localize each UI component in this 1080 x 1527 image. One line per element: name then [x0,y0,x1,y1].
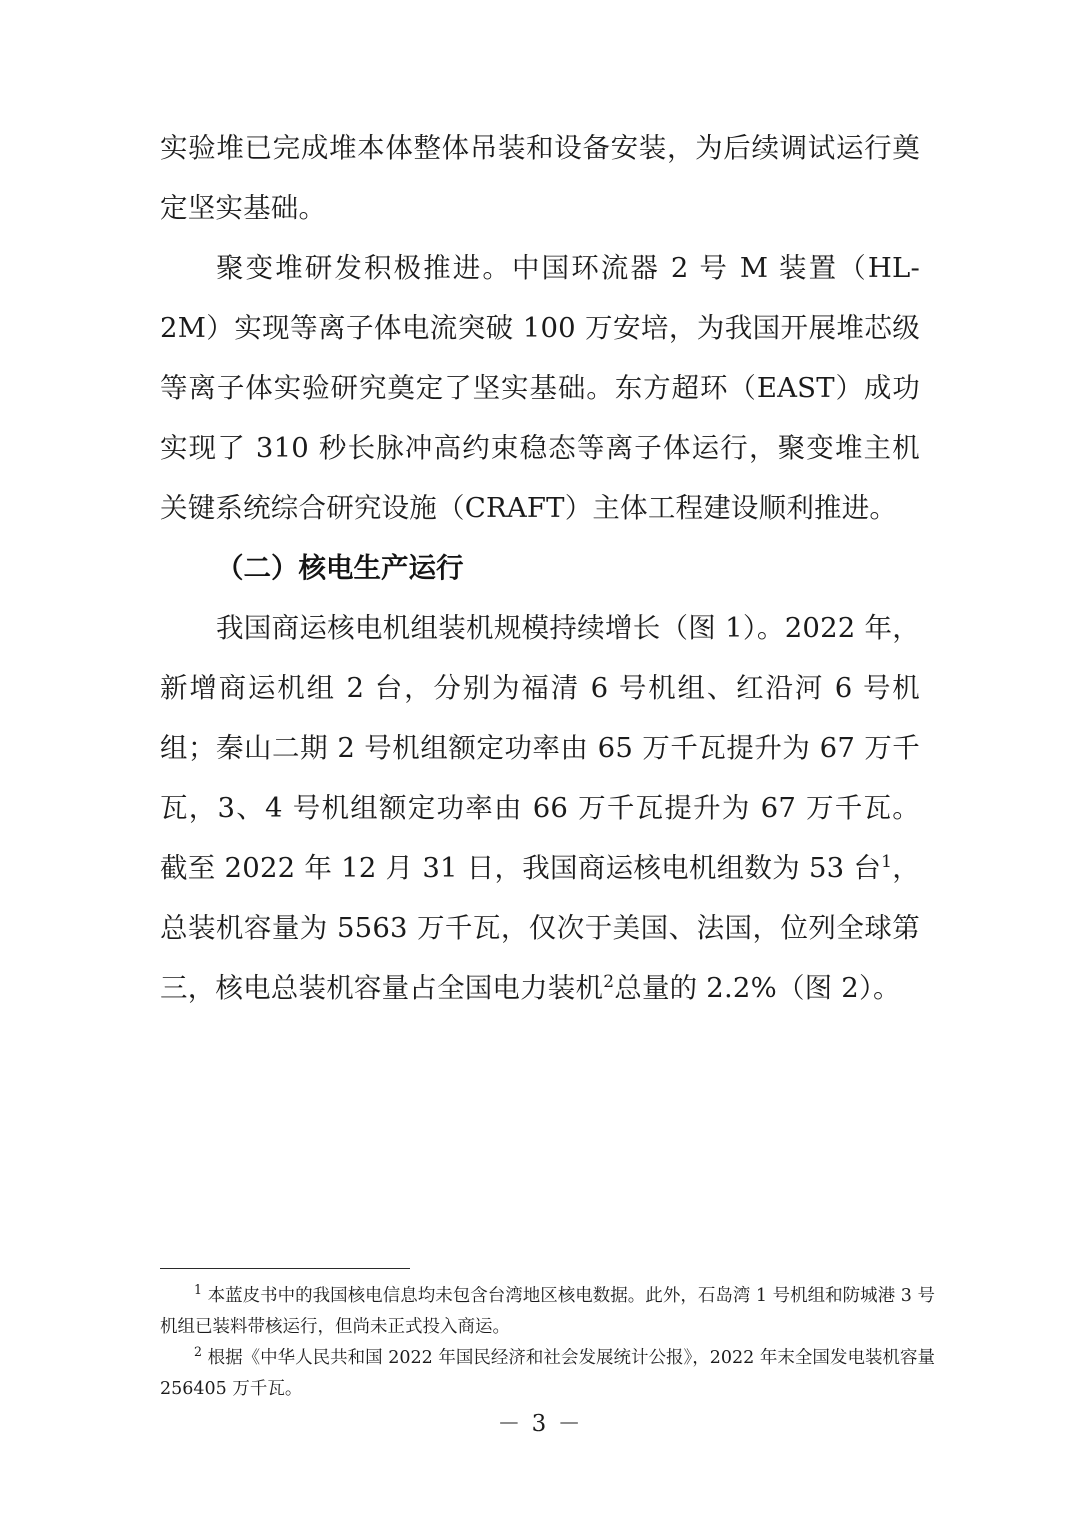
footnote-ref-2: 2 [603,971,615,992]
footnote-text-2: 根据《中华人民共和国 2022 年国民经济和社会发展统计公报》，2022 年末全国发电装机容量 256405 万千瓦。 [160,1348,935,1399]
footnote-divider [160,1268,410,1269]
footnote-marker-2: 2 [194,1344,203,1360]
footnote-marker-1: 1 [194,1282,203,1298]
page-body [160,118,920,1018]
footnote-text-1: 本蓝皮书中的我国核电信息均未包含台湾地区核电数据。此外，石岛湾 1 号机组和防城港 3 号机组已装料带核运行，但尚未正式投入商运。 [160,1286,935,1337]
paragraph-3-part-1: 我国商运核电机组装机规模持续增长（图 1）。2022 年，新增商运机组 2 台，分别为福清 6 号机组、红沿河 6 号机组；秦山二期 2 号机组额定功率由 65 万千瓦提升为 67 万千瓦，3、4 号机组额定功率由 66 万千瓦提升为 67 万千瓦。截至 2022 年 12 月 31 日，我国商运核电机组数为 53 台 [160,612,920,884]
footnote-ref-1: 1 [881,851,893,872]
paragraph-3-part-3: 总量的 2.2%（图 2）。 [614,972,901,1004]
footnote-item [160,1343,935,1405]
section-heading: （二）核电生产运行 [216,552,464,584]
footnote-area [160,1268,935,1405]
page-number: － 3 － [497,1411,583,1437]
paragraph-1: 实验堆已完成堆本体整体吊装和设备安装，为后续调试运行奠定坚实基础。 [160,132,920,224]
paragraph-3-part-2: ，总装机容量为 5563 万千瓦，仅次于美国、法国，位列全球第三，核电总装机容量占全国电力装机 [160,852,920,1004]
footnote-item [160,1281,935,1343]
paragraph-3 [160,598,920,1018]
paragraph-2: 聚变堆研发积极推进。中国环流器 2 号 M 装置（HL-2M）实现等离子体电流突破 100 万安培，为我国开展堆芯级等离子体实验研究奠定了坚实基础。东方超环（EAST）成功实现了 310 秒长脉冲高约束稳态等离子体运行，聚变堆主机关键系统综合研究设施（CRAFT）主体工程建设顺利推进。 [160,252,920,524]
